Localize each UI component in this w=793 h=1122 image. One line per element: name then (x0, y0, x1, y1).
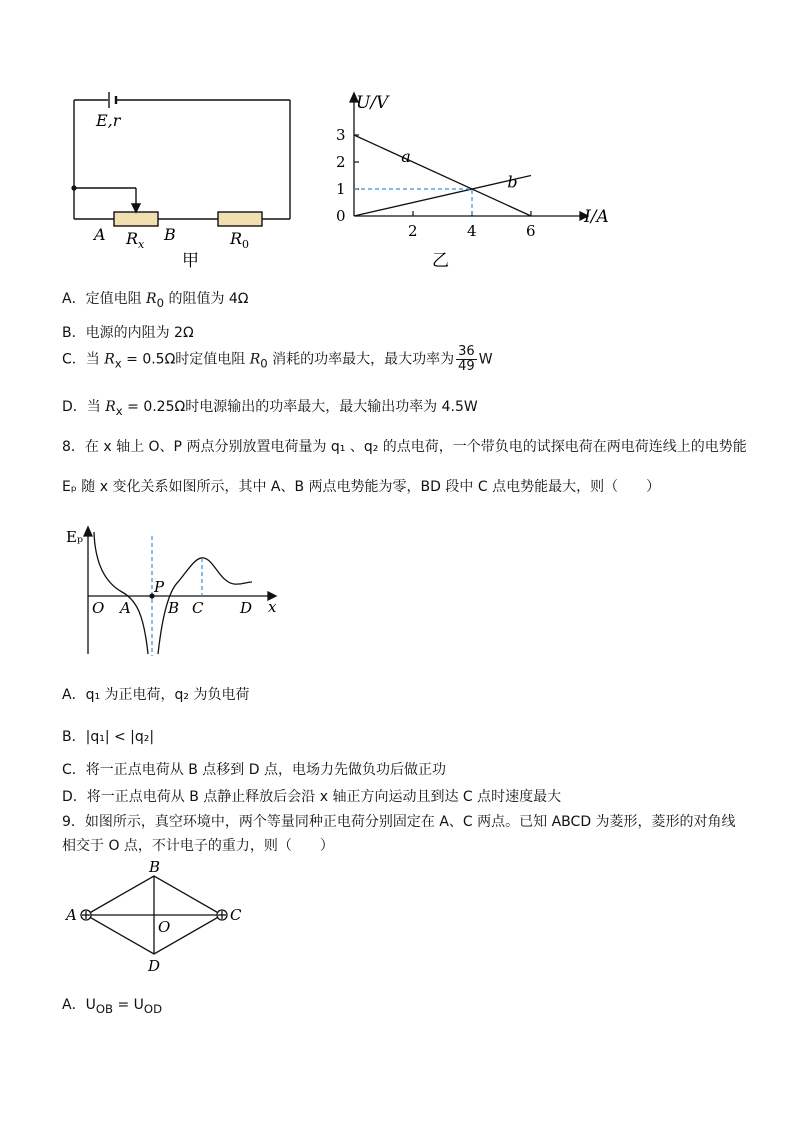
q7-option-a: A．定值电阻 $R_0$ 的阻值为 4Ω (62, 291, 249, 310)
q7-option-c: C．当 $R_x = 0.5\Omega$时定值电阻 $R_0$ 消耗的功率最大，最大功率为 $\frac{36}{49}$ W (62, 344, 493, 374)
source-label: E,r (96, 111, 121, 130)
q7-option-d: D．当 $R_x = 0.25\Omega$时电源输出的功率最大，最大输出功率为 4.5W (62, 399, 478, 418)
q8-option-d: D．将一正点电荷从 B 点静止释放后会沿 x 轴正方向运动且到达 C 点时速度最大 (62, 789, 562, 805)
series-line-b (354, 176, 531, 217)
label-b: B (168, 599, 180, 617)
q9-option-a: A．$U_{OB} = U_{OD}$ (62, 997, 163, 1016)
label-c: C (192, 599, 204, 617)
rhombus-diagram (62, 856, 252, 976)
q8-option-c: C．将一正点电荷从 B 点移到 D 点，电场力先做负功后做正功 (62, 762, 446, 778)
rhombus-label-o: O (158, 918, 171, 936)
y-axis-label: U/V (356, 93, 389, 113)
y-tick-label: 2 (336, 153, 346, 171)
x-tick-label: 2 (408, 222, 418, 240)
y-tick (336, 153, 359, 171)
point-b-label: B (164, 225, 176, 244)
y-tick-label: 1 (336, 180, 346, 198)
rhombus-label-b: B (149, 858, 161, 876)
q8-stem-line2: Eₚ 随 x 变化关系如图所示，其中 A、B 两点电势能为零，BD 段中 C 点电势能最大，则（ ） (62, 479, 661, 495)
y-tick-label: 3 (336, 126, 346, 144)
q9-stem-line2: 相交于 O 点，不计电子的重力，则（ ） (62, 838, 334, 854)
label-d: D (240, 599, 253, 617)
rx-label: $R_x$ (126, 229, 145, 251)
label-o: O (92, 599, 105, 617)
rhombus-label-d: D (148, 957, 161, 975)
r0-label: $R_0$ (230, 229, 250, 251)
q8-option-b: B．|q₁| < |q₂| (62, 729, 155, 745)
x-tick-label: 6 (526, 222, 536, 240)
q9-stem-line1: 9．如图所示，真空环境中，两个等量同种正电荷分别固定在 A、C 两点。已知 ABCD 为菱形，菱形的对角线 (62, 814, 736, 830)
x-tick-label: 4 (467, 222, 477, 240)
label-p: P (154, 578, 165, 596)
q8-option-a: A．q₁ 为正电荷，q₂ 为负电荷 (62, 687, 250, 703)
ep-axis-label: Eₚ (66, 528, 83, 546)
x-axis-label-q8: x (268, 598, 277, 616)
ui-graph (318, 86, 618, 276)
q7-option-b: B．电源的内阻为 2Ω (62, 325, 194, 341)
caption-yi: 乙 (432, 251, 449, 271)
circuit-diagram (60, 88, 310, 268)
q8-stem-line1: 8．在 x 轴上 O、P 两点分别放置电荷量为 q₁ 、q₂ 的点电荷，一个带负电的试探电荷在两电荷连线上的电势能 (62, 439, 747, 455)
series-label-a: a (401, 147, 411, 166)
series-label-b: b (507, 172, 518, 192)
potential-energy-graph (62, 522, 292, 662)
fraction: $\frac{36}{49}$ (458, 344, 475, 374)
label-a: A (120, 599, 131, 617)
caption-jia: 甲 (182, 251, 199, 268)
origin-label: 0 (336, 207, 346, 225)
point-a-label: A (94, 225, 106, 244)
x-axis-label: I/A (584, 207, 609, 227)
series-line-a (354, 135, 531, 216)
rhombus-label-c: C (230, 906, 242, 924)
rhombus-label-a: A (66, 906, 77, 924)
